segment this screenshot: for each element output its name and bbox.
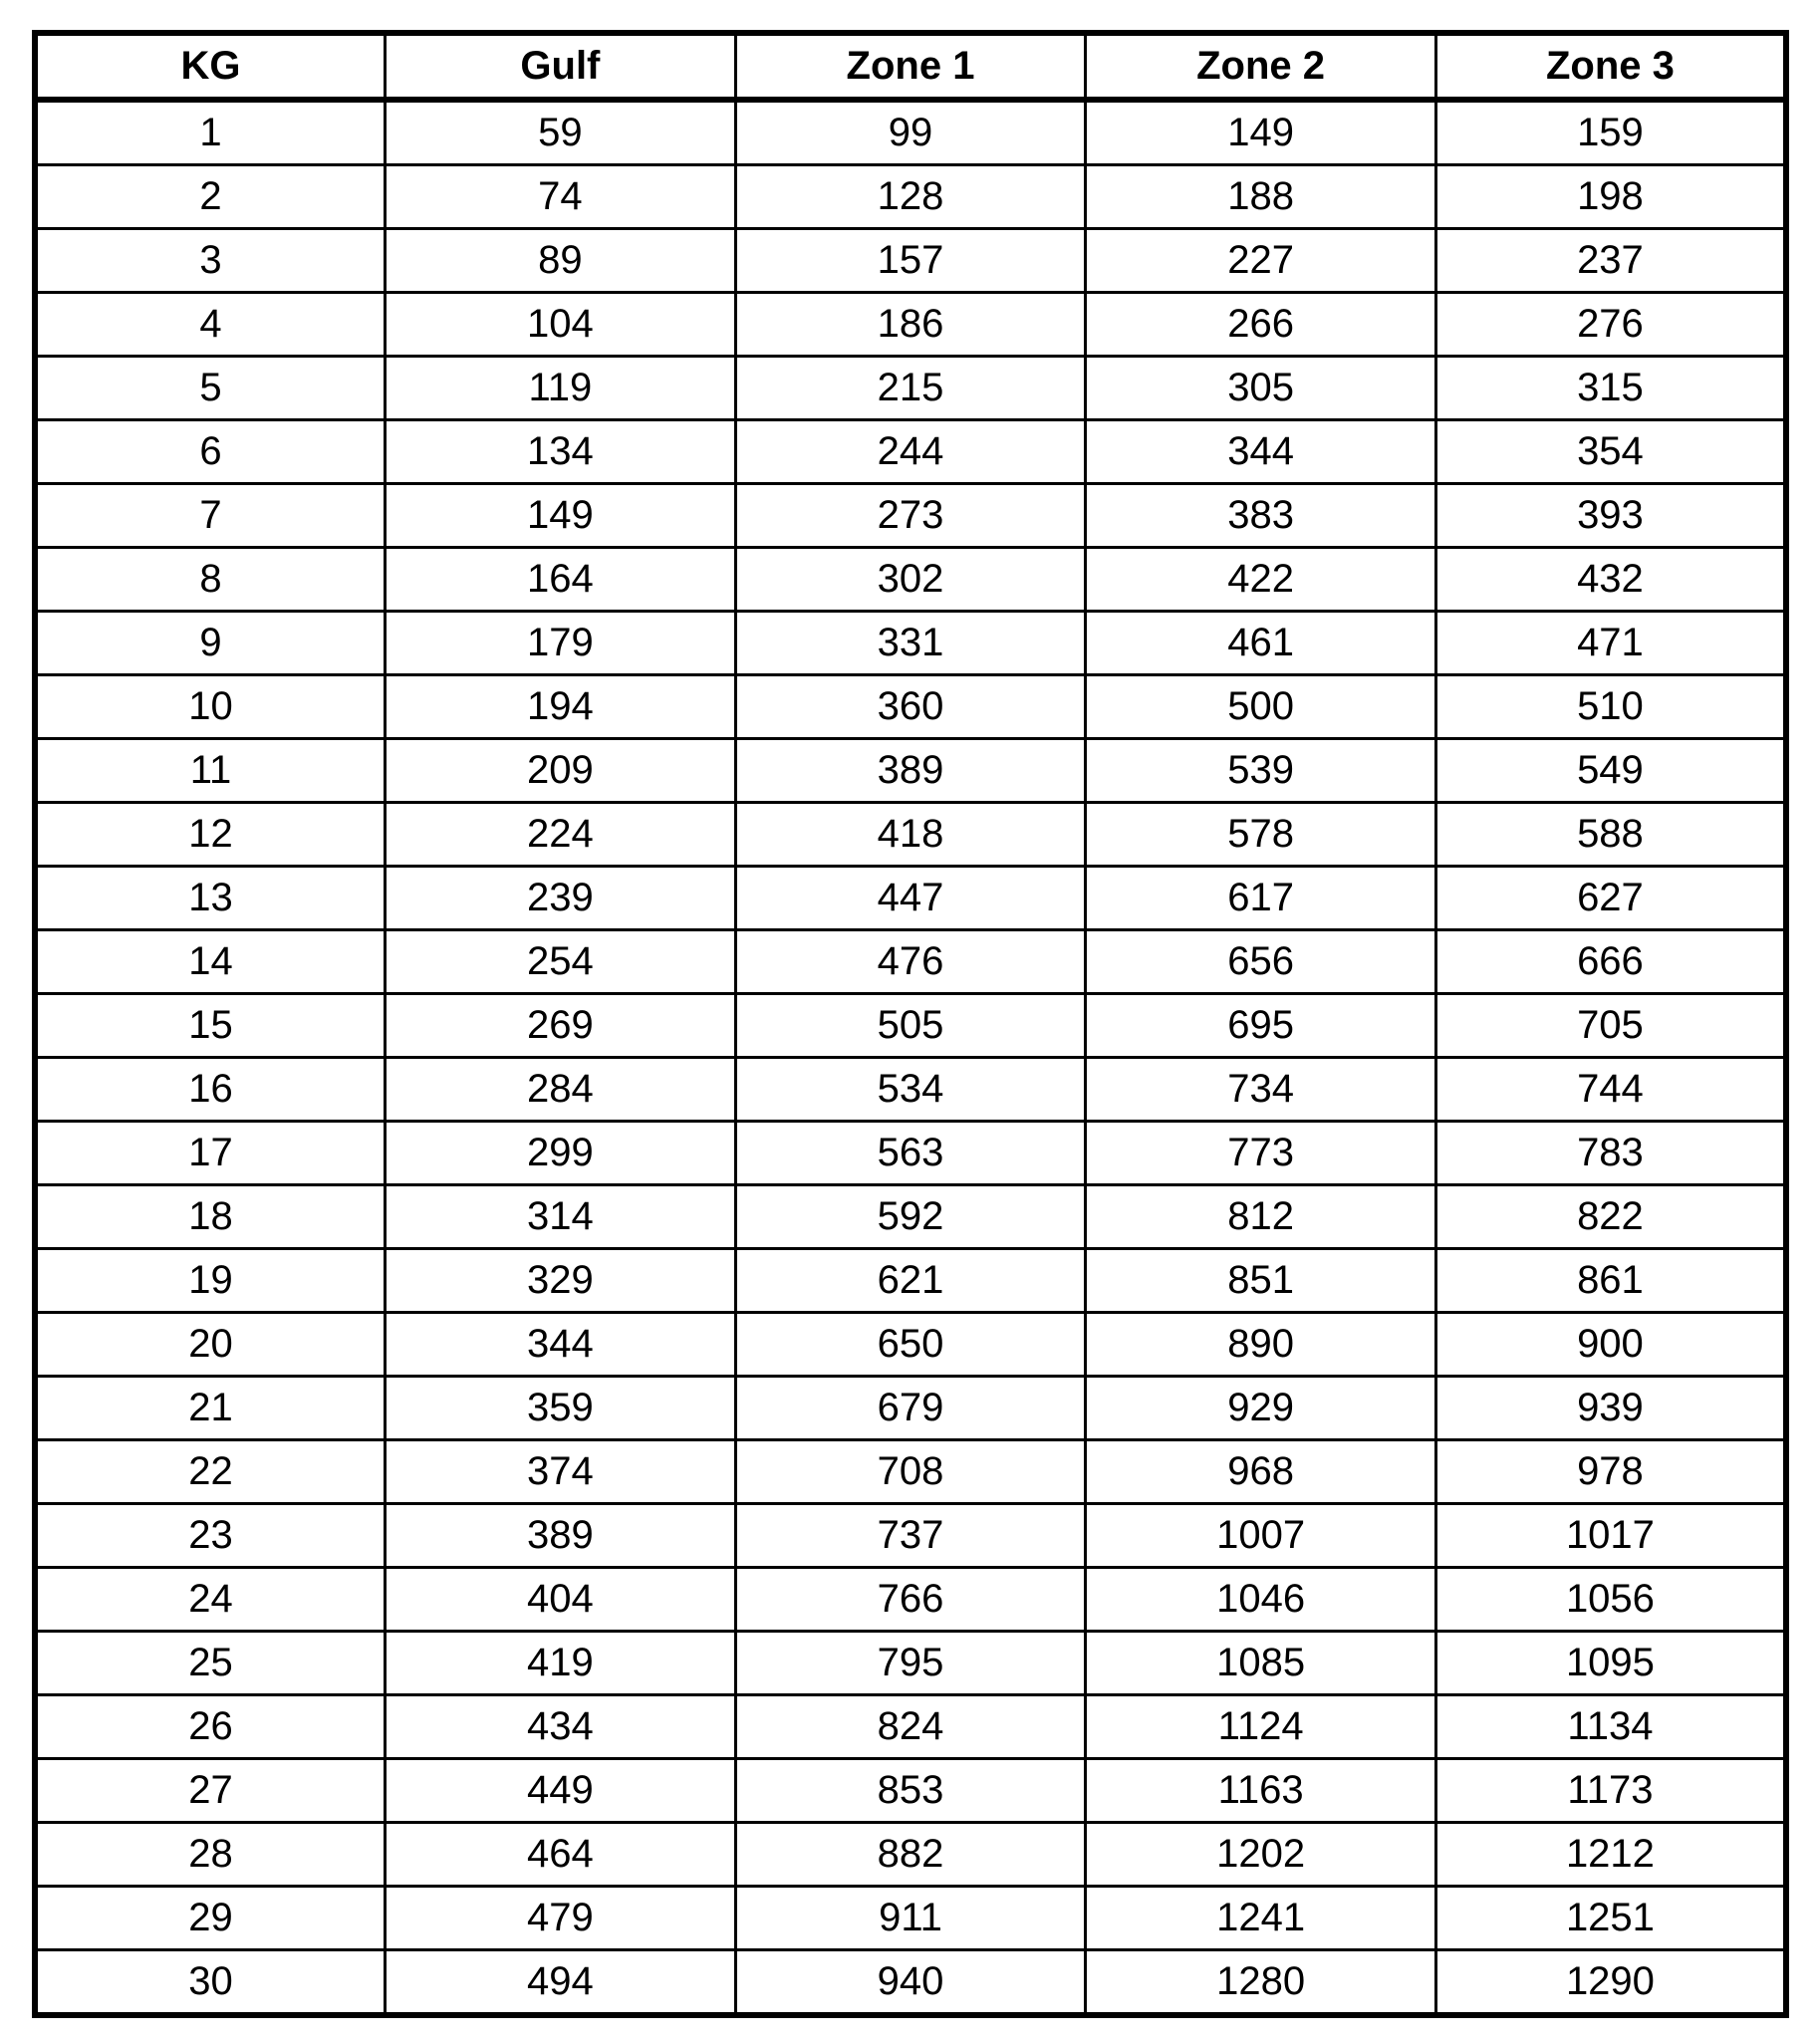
cell-kg: 27 [35,1759,386,1823]
cell-zone-1: 360 [735,675,1086,739]
cell-zone-1: 302 [735,548,1086,612]
cell-kg: 14 [35,930,386,994]
cell-gulf: 389 [386,1504,736,1568]
cell-gulf: 269 [386,994,736,1058]
cell-kg: 26 [35,1695,386,1759]
cell-kg: 4 [35,293,386,357]
cell-zone-1: 882 [735,1823,1086,1887]
cell-zone-1: 128 [735,165,1086,229]
cell-zone-3: 1290 [1435,1950,1786,2016]
cell-zone-3: 432 [1435,548,1786,612]
cell-zone-2: 227 [1086,229,1436,293]
cell-zone-2: 344 [1086,420,1436,484]
cell-gulf: 74 [386,165,736,229]
cell-zone-1: 853 [735,1759,1086,1823]
cell-zone-2: 851 [1086,1249,1436,1313]
header-kg: KG [35,33,386,100]
cell-zone-3: 744 [1435,1058,1786,1122]
cell-zone-3: 783 [1435,1122,1786,1185]
cell-zone-1: 186 [735,293,1086,357]
table-row [35,1504,1786,1568]
cell-gulf: 479 [386,1887,736,1950]
cell-kg: 3 [35,229,386,293]
cell-zone-1: 389 [735,739,1086,803]
table-row [35,1313,1786,1377]
cell-zone-1: 911 [735,1887,1086,1950]
cell-gulf: 494 [386,1950,736,2016]
cell-kg: 10 [35,675,386,739]
cell-zone-1: 737 [735,1504,1086,1568]
cell-kg: 16 [35,1058,386,1122]
cell-gulf: 239 [386,867,736,930]
cell-kg: 28 [35,1823,386,1887]
cell-zone-2: 422 [1086,548,1436,612]
cell-zone-2: 578 [1086,803,1436,867]
cell-zone-2: 1007 [1086,1504,1436,1568]
cell-gulf: 119 [386,357,736,420]
cell-zone-2: 539 [1086,739,1436,803]
cell-zone-2: 266 [1086,293,1436,357]
cell-kg: 8 [35,548,386,612]
table-row [35,1122,1786,1185]
cell-zone-2: 812 [1086,1185,1436,1249]
table-row [35,1823,1786,1887]
table-row [35,1695,1786,1759]
cell-zone-2: 1241 [1086,1887,1436,1950]
cell-zone-3: 978 [1435,1440,1786,1504]
cell-kg: 30 [35,1950,386,2016]
cell-zone-3: 276 [1435,293,1786,357]
table-header-row [35,33,1786,100]
cell-kg: 22 [35,1440,386,1504]
table-row [35,739,1786,803]
cell-gulf: 299 [386,1122,736,1185]
cell-kg: 1 [35,100,386,165]
cell-zone-3: 861 [1435,1249,1786,1313]
cell-zone-1: 679 [735,1377,1086,1440]
cell-gulf: 104 [386,293,736,357]
cell-zone-2: 461 [1086,612,1436,675]
cell-gulf: 179 [386,612,736,675]
cell-zone-3: 159 [1435,100,1786,165]
cell-gulf: 329 [386,1249,736,1313]
table-row [35,1887,1786,1950]
table-row [35,100,1786,165]
cell-kg: 23 [35,1504,386,1568]
cell-gulf: 89 [386,229,736,293]
cell-kg: 7 [35,484,386,548]
cell-gulf: 314 [386,1185,736,1249]
cell-zone-1: 708 [735,1440,1086,1504]
cell-zone-1: 505 [735,994,1086,1058]
cell-zone-3: 549 [1435,739,1786,803]
cell-gulf: 344 [386,1313,736,1377]
cell-zone-2: 773 [1086,1122,1436,1185]
cell-zone-2: 1280 [1086,1950,1436,2016]
cell-zone-1: 795 [735,1632,1086,1695]
cell-zone-1: 215 [735,357,1086,420]
cell-gulf: 359 [386,1377,736,1440]
cell-zone-2: 383 [1086,484,1436,548]
cell-zone-2: 188 [1086,165,1436,229]
cell-zone-1: 273 [735,484,1086,548]
cell-zone-2: 500 [1086,675,1436,739]
cell-gulf: 209 [386,739,736,803]
cell-zone-1: 331 [735,612,1086,675]
cell-kg: 5 [35,357,386,420]
table-row [35,293,1786,357]
cell-kg: 29 [35,1887,386,1950]
cell-zone-2: 1202 [1086,1823,1436,1887]
cell-gulf: 434 [386,1695,736,1759]
cell-kg: 24 [35,1568,386,1632]
cell-zone-3: 510 [1435,675,1786,739]
header-zone-3: Zone 3 [1435,33,1786,100]
cell-zone-3: 900 [1435,1313,1786,1377]
cell-zone-1: 418 [735,803,1086,867]
cell-gulf: 59 [386,100,736,165]
table-row [35,930,1786,994]
cell-zone-3: 666 [1435,930,1786,994]
cell-kg: 17 [35,1122,386,1185]
cell-gulf: 194 [386,675,736,739]
cell-zone-1: 621 [735,1249,1086,1313]
cell-kg: 9 [35,612,386,675]
cell-kg: 18 [35,1185,386,1249]
cell-gulf: 164 [386,548,736,612]
cell-kg: 15 [35,994,386,1058]
cell-zone-3: 1251 [1435,1887,1786,1950]
table-row [35,1568,1786,1632]
header-zone-1: Zone 1 [735,33,1086,100]
cell-zone-3: 237 [1435,229,1786,293]
cell-zone-2: 734 [1086,1058,1436,1122]
table-row [35,1249,1786,1313]
cell-zone-2: 617 [1086,867,1436,930]
cell-zone-3: 315 [1435,357,1786,420]
table-row [35,1759,1786,1823]
table-row [35,675,1786,739]
table-row [35,994,1786,1058]
table-row [35,229,1786,293]
cell-zone-2: 1163 [1086,1759,1436,1823]
cell-zone-1: 447 [735,867,1086,930]
cell-zone-3: 198 [1435,165,1786,229]
cell-zone-3: 471 [1435,612,1786,675]
cell-zone-1: 99 [735,100,1086,165]
cell-zone-3: 1017 [1435,1504,1786,1568]
cell-kg: 21 [35,1377,386,1440]
cell-zone-2: 656 [1086,930,1436,994]
cell-zone-2: 695 [1086,994,1436,1058]
cell-gulf: 134 [386,420,736,484]
cell-zone-1: 650 [735,1313,1086,1377]
table-row [35,484,1786,548]
cell-kg: 19 [35,1249,386,1313]
header-zone-2: Zone 2 [1086,33,1436,100]
table-row [35,1950,1786,2016]
cell-gulf: 449 [386,1759,736,1823]
cell-zone-3: 393 [1435,484,1786,548]
cell-zone-2: 968 [1086,1440,1436,1504]
cell-zone-3: 588 [1435,803,1786,867]
header-gulf: Gulf [386,33,736,100]
cell-zone-3: 705 [1435,994,1786,1058]
table-body [35,100,1786,2015]
table-row [35,420,1786,484]
cell-kg: 20 [35,1313,386,1377]
cell-zone-1: 824 [735,1695,1086,1759]
cell-zone-2: 149 [1086,100,1436,165]
cell-kg: 13 [35,867,386,930]
table-row [35,1058,1786,1122]
cell-gulf: 224 [386,803,736,867]
cell-gulf: 374 [386,1440,736,1504]
cell-zone-3: 939 [1435,1377,1786,1440]
table-row [35,165,1786,229]
cell-zone-2: 890 [1086,1313,1436,1377]
cell-gulf: 464 [386,1823,736,1887]
cell-gulf: 149 [386,484,736,548]
cell-gulf: 419 [386,1632,736,1695]
cell-zone-1: 940 [735,1950,1086,2016]
cell-zone-2: 1085 [1086,1632,1436,1695]
table-row [35,612,1786,675]
table-row [35,867,1786,930]
cell-kg: 12 [35,803,386,867]
cell-zone-3: 1173 [1435,1759,1786,1823]
cell-zone-1: 244 [735,420,1086,484]
cell-kg: 25 [35,1632,386,1695]
cell-zone-3: 627 [1435,867,1786,930]
cell-gulf: 284 [386,1058,736,1122]
table-row [35,1632,1786,1695]
cell-zone-3: 1212 [1435,1823,1786,1887]
table-row [35,1440,1786,1504]
cell-zone-1: 766 [735,1568,1086,1632]
table-row [35,1185,1786,1249]
cell-zone-3: 1056 [1435,1568,1786,1632]
cell-kg: 11 [35,739,386,803]
cell-zone-1: 563 [735,1122,1086,1185]
cell-zone-3: 354 [1435,420,1786,484]
table-row [35,357,1786,420]
cell-kg: 2 [35,165,386,229]
shipping-rate-table [32,30,1789,2018]
cell-kg: 6 [35,420,386,484]
cell-zone-1: 476 [735,930,1086,994]
cell-zone-1: 534 [735,1058,1086,1122]
cell-zone-3: 822 [1435,1185,1786,1249]
table-row [35,1377,1786,1440]
cell-zone-2: 1124 [1086,1695,1436,1759]
cell-zone-1: 157 [735,229,1086,293]
cell-zone-3: 1095 [1435,1632,1786,1695]
cell-zone-2: 929 [1086,1377,1436,1440]
cell-zone-1: 592 [735,1185,1086,1249]
cell-zone-2: 1046 [1086,1568,1436,1632]
table-row [35,548,1786,612]
cell-zone-2: 305 [1086,357,1436,420]
table-row [35,803,1786,867]
cell-gulf: 404 [386,1568,736,1632]
cell-gulf: 254 [386,930,736,994]
cell-zone-3: 1134 [1435,1695,1786,1759]
